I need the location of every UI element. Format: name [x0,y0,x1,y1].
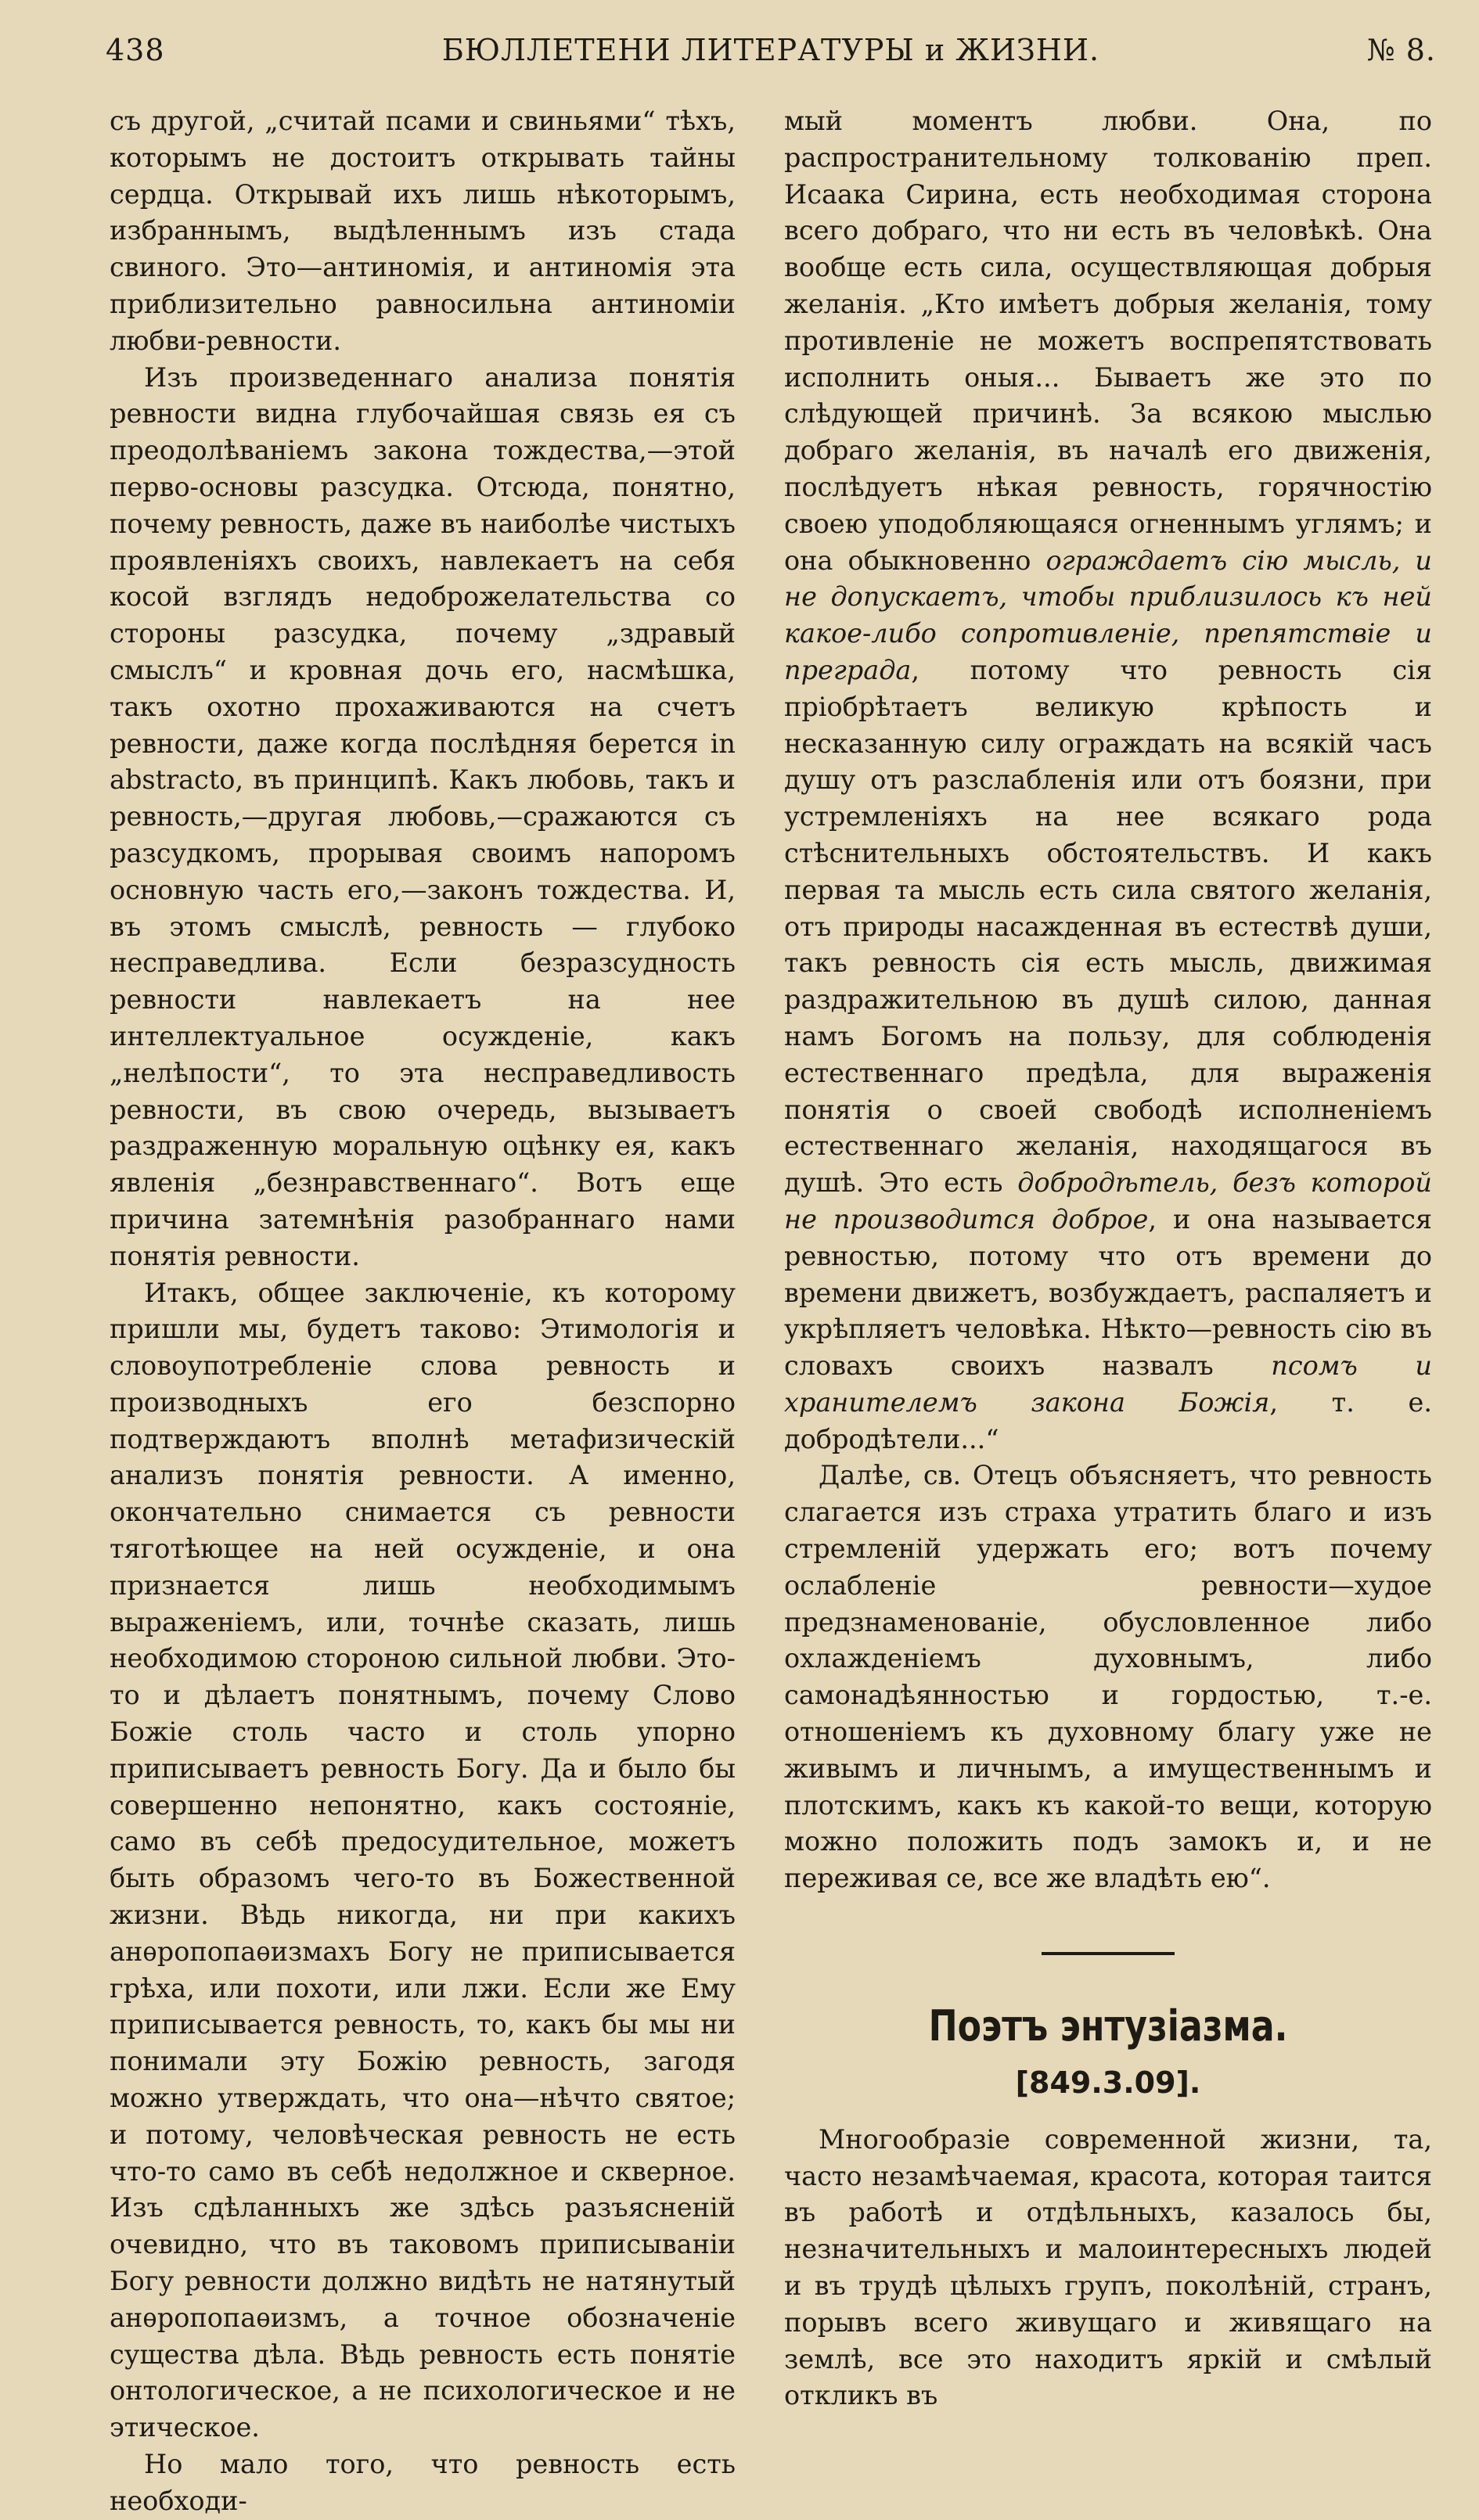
running-header [106,27,1436,81]
left-column [110,103,736,2516]
quotation-paragraph [784,103,1432,1458]
issue-number: № 8. [1366,33,1436,67]
emphasis-text: ограждаетъ сію мысль, и не допускаетъ, чтобы приблизилось къ ней какое-либо сопротивленіе, препятствіе и преграда [784,545,1432,685]
text-run: мый моментъ любви. Она, по распространительному толкованію преп. Исаака Сирина, есть необходимая сторона всего добраго, что ни есть въ человѣкѣ. Она вообще есть сила, осуществляющая добрыя желанія. „Кто имѣетъ добрыя желанія, тому противленіе не можетъ воспрепятствовать исполнить оныя... Бываетъ же это по слѣдующей причинѣ. За всякою мыслью добраго желанія, въ началѣ его движенія, послѣдуетъ нѣкая ревность, горячностію своею уподобляющаяся огненнымъ углямъ; и она обыкновенно [784,106,1432,576]
text-run: , и она называется ревностью, потому что отъ времени до времени движетъ, возбуждаетъ, распаляетъ и укрѣпляетъ человѣка. Нѣкто—ревность сію въ словахъ своихъ назвалъ [784,1203,1432,1382]
journal-title: БЮЛЛЕТЕНИ ЛИТЕРАТУРЫ и ЖИЗНИ. [441,33,1100,67]
paragraph: съ другой, „считай псами и свиньями“ тѣхъ, которымъ не достоитъ открывать тайны сердца. Открывай ихъ лишь нѣкоторымъ, избраннымъ, выдѣленнымъ изъ стада свиного. Это—антиномія, и антиномія эта приблизительно равносильна антиноміи любви-ревности. [110,106,736,356]
page-number: 438 [106,33,165,67]
section-divider [1042,1952,1175,1955]
article-date: [849.3.09]. [1015,2065,1201,2101]
emphasis-text: добродѣтель, безъ которой не производится доброе [784,1167,1432,1235]
paragraph: Но мало того, что ревность есть необходи- [110,2449,736,2516]
right-column [784,103,1432,2411]
emphasis-text: псомъ и хранителемъ закона Божія [784,1350,1432,1418]
paragraph: Далѣе, св. Отецъ объясняетъ, что ревность слагается изъ страха утратить благо и изъ стремленій удержать его; вотъ почему ослабленіе ревности—худое предзнаменованіе, обусловленное либо охлажденіемъ духовнымъ, либо самонадѣянностью и гордостью, т.-е. отношеніемъ къ духовному благу уже не живымъ и личнымъ, а имущественнымъ и плотскимъ, какъ къ какой-то вещи, которую можно положить подъ замокъ и, и не переживая се, все же владѣть ею“. [784,1460,1432,1894]
paragraph: Многообразіе современной жизни, та, часто незамѣчаемая, красота, которая таится въ работѣ и отдѣльныхъ, казалось бы, незначительныхъ и малоинтересныхъ людей и въ трудѣ цѣлыхъ групъ, поколѣній, странъ, порывъ всего живущаго и живящаго на землѣ, все это находитъ яркій и смѣлый откликъ въ [784,2123,1432,2411]
article-heading: Поэтъ энтузіазма. [928,2001,1288,2051]
text-run: , потому что ревность сія пріобрѣтаетъ великую крѣпость и несказанную силу ограждать на всякій часъ душу отъ разслабленія или отъ боязни, при устремленіяхъ на нее всякаго рода стѣснительныхъ обстоятельствъ. И какъ первая та мысль есть сила святого желанія, отъ природы насажденная въ естествѣ души, такъ ревность сія есть мысль, движимая раздражительною въ душѣ силою, данная намъ Богомъ на пользу, для соблюденія естественнаго предѣла, для выраженія понятія о своей свободѣ исполненіемъ естественнаго желанія, находящагося въ душѣ. Это есть [784,654,1432,1199]
paragraph: Изъ произведеннаго анализа понятія ревности видна глубочайшая связь ея съ преодолѣваніемъ закона тождества,—этой перво-основы разсудка. Отсюда, понятно, почему ревность, даже въ наиболѣе чистыхъ проявленіяхъ своихъ, навлекаетъ на себя косой взглядъ недоброжелательства со стороны разсудка, почему „здравый смыслъ“ и кровная дочь его, насмѣшка, такъ охотно прохаживаются на счетъ ревности, даже когда послѣдняя берется in abstracto, въ принципѣ. Какъ любовь, такъ и ревность,—другая любовь,—сражаются съ разсудкомъ, прорывая своимъ напоромъ основную часть его,—законъ тождества. И, въ этомъ смыслѣ, ревность — глубоко несправедлива. Если безразсудность ревности навлекаетъ на нее интеллектуальное осужденіе, какъ „нелѣпости“, то эта несправедливость ревности, въ свою очередь, вызываетъ раздраженную моральную оцѣнку ея, какъ явленія „безнравственнаго“. Вотъ еще причина затемнѣнія разобраннаго нами понятія ревности. [110,361,736,1271]
paragraph: Итакъ, общее заключеніе, къ которому пришли мы, будетъ таково: Этимологія и словоупотребленіе слова ревность и производныхъ его безспорно подтверждаютъ вполнѣ метафизическій анализъ понятія ревности. А именно, окончательно снимается съ ревности тяготѣющее на ней осужденіе, и она признается лишь необходимымъ выраженіемъ, или, точнѣе сказать, лишь необходимою стороною сильной любви. Это-то и дѣлаетъ понятнымъ, почему Слово Божіе столь часто и столь упорно приписываетъ ревность Богу. Да и было бы совершенно непонятно, какъ состояніе, само въ себѣ предосудительное, можетъ быть образомъ чего-то въ Божественной жизни. Вѣдь никогда, ни при какихъ анѳропопаѳизмахъ Богу не приписывается грѣха, или похоти, или лжи. Если же Ему приписывается ревность, то, какъ бы мы ни понимали эту Божію ревность, загодя можно утверждать, что она—нѣчто святое; и потому, человѣческая ревность не есть что-то само въ себѣ недолжное и скверное. Изъ сдѣланныхъ же здѣсь разъясненій очевидно, что въ таковомъ приписываніи Богу ревности должно видѣть не натянутый анѳропопаѳизмъ, а точное обозначеніе существа дѣла. Вѣдь ревность есть понятіе онтологическое, а не психологическое и не этическое. [110,1277,736,2443]
text-run: , т. е. добродѣтели...“ [784,1386,1432,1454]
